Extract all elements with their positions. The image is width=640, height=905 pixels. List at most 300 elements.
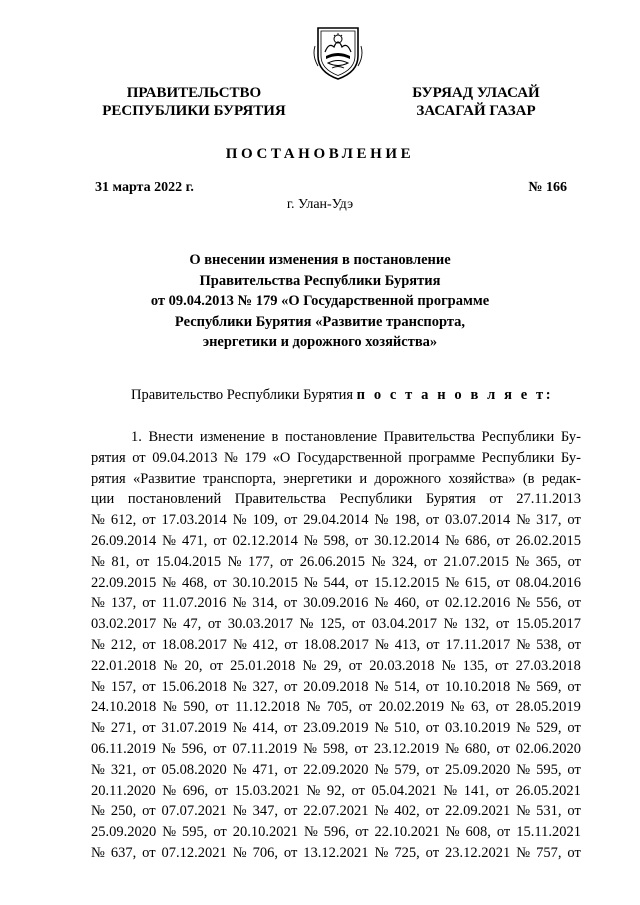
body-word: 365, xyxy=(535,553,562,570)
body-word: 327, xyxy=(252,678,278,695)
body-word: 24.10.2018 xyxy=(91,699,157,716)
body-word: от xyxy=(425,761,440,778)
body-line xyxy=(91,781,581,802)
body-word: № xyxy=(302,657,317,674)
body-word: № xyxy=(374,720,389,737)
body-word: от xyxy=(132,449,146,466)
body-word: 579, xyxy=(394,761,420,778)
body-word: программе xyxy=(408,449,476,466)
body-word: Бу- xyxy=(560,429,581,445)
body-word: от xyxy=(567,636,581,653)
body-word: 26.02.2015 xyxy=(515,532,581,549)
body-word: 615, xyxy=(465,574,491,591)
body-word: от xyxy=(425,595,439,612)
body-word: № xyxy=(303,824,318,841)
body-word: № xyxy=(162,616,177,633)
body-word: 26.09.2014 xyxy=(91,532,157,549)
body-word: 725, xyxy=(394,844,420,861)
body-word: Республики xyxy=(339,491,413,508)
body-word: № xyxy=(516,678,531,695)
body-word: № xyxy=(162,699,177,716)
body-word: 26.05.2021 xyxy=(515,782,581,799)
body-word: № xyxy=(223,449,238,466)
body-word: 18.08.2017 xyxy=(303,636,369,653)
body-line xyxy=(91,469,581,490)
body-word: 03.10.2019 xyxy=(445,720,511,737)
body-word: 20.10.2021 xyxy=(232,824,298,841)
body-word: № xyxy=(162,532,177,549)
body-word: от xyxy=(142,844,156,861)
body-word: 637, xyxy=(110,844,137,861)
body-word: 07.12.2021 xyxy=(161,844,227,861)
body-word: от xyxy=(213,574,227,591)
body-word: от xyxy=(355,824,369,841)
body-line xyxy=(91,718,581,739)
body-word: № xyxy=(515,553,530,570)
body-line xyxy=(91,510,581,531)
document-subject xyxy=(110,250,530,353)
body-word: 595, xyxy=(536,761,562,778)
body-word: 18.08.2017 xyxy=(161,636,227,653)
body-word: 598, xyxy=(323,740,349,757)
body-word: энергетики xyxy=(283,470,353,487)
body-word: № xyxy=(374,678,389,695)
body-word: 531, xyxy=(536,803,562,820)
body-word: 22.09.2021 xyxy=(445,803,511,820)
body-word: от xyxy=(425,512,440,529)
body-word: от xyxy=(284,636,298,653)
body-word: 30.09.2016 xyxy=(303,595,369,612)
body-word: 1. xyxy=(131,429,142,445)
body-word: 63, xyxy=(470,699,490,716)
body-word: Бу- xyxy=(560,449,581,466)
body-word: 15.05.2017 xyxy=(515,616,581,633)
body-word: (в xyxy=(522,470,535,487)
body-word: 109, xyxy=(252,512,278,529)
body-line xyxy=(91,448,581,469)
body-word: № xyxy=(91,678,105,695)
body-word: 17.03.2014 xyxy=(161,512,227,529)
body-word: 460, xyxy=(394,595,420,612)
body-word: от xyxy=(283,720,298,737)
body-word: Республики xyxy=(481,449,555,466)
document-number: № 166 xyxy=(528,180,567,195)
body-word: изменение xyxy=(199,429,265,445)
body-word: 23.12.2019 xyxy=(373,740,440,757)
body-word: 13.12.2021 xyxy=(303,844,369,861)
body-word: № xyxy=(441,657,456,674)
body-word: № xyxy=(91,595,105,612)
body-word: хозяйства» xyxy=(448,470,516,487)
body-word: от xyxy=(496,532,510,549)
body-word: № xyxy=(91,636,105,653)
body-word: 06.11.2019 xyxy=(91,740,156,757)
body-word: от xyxy=(283,844,298,861)
body-word: 17.11.2017 xyxy=(445,636,511,653)
body-word: № xyxy=(374,844,389,861)
body-line xyxy=(91,739,581,760)
body-word: № xyxy=(443,616,458,633)
body-word: 11.12.2018 xyxy=(235,699,300,716)
body-word: ции xyxy=(91,491,115,508)
body-word: от xyxy=(425,803,440,820)
body-word: 471, xyxy=(181,532,208,549)
body-word: № xyxy=(91,512,105,529)
header-left-line: ПРАВИТЕЛЬСТВО xyxy=(126,85,262,101)
body-word: № xyxy=(374,803,389,820)
body-line xyxy=(91,552,581,573)
body-line xyxy=(91,822,581,843)
body-word: 30.12.2014 xyxy=(374,532,440,549)
body-word: от xyxy=(142,720,156,737)
body-line xyxy=(91,531,581,552)
body-word: 02.12.2016 xyxy=(445,595,511,612)
body-word: 471, xyxy=(252,761,278,778)
body-word: от xyxy=(423,553,438,570)
body-line xyxy=(91,677,581,698)
body-word: № xyxy=(163,657,178,674)
body-word: от xyxy=(426,636,440,653)
body-word: от xyxy=(283,678,298,695)
body-word: № xyxy=(374,595,389,612)
body-word: от xyxy=(354,574,369,591)
body-word: от xyxy=(213,532,227,549)
body-word: от xyxy=(283,512,298,529)
body-word: № xyxy=(516,720,531,737)
header-right xyxy=(392,84,560,120)
body-word: 271, xyxy=(110,720,137,737)
body-line xyxy=(91,427,581,448)
body-word: от xyxy=(495,699,510,716)
body-word: 314, xyxy=(252,595,278,612)
body-word: Правительства xyxy=(383,429,475,445)
header-left-line: РЕСПУБЛИКИ БУРЯТИЯ xyxy=(102,103,286,119)
body-word: 08.04.2016 xyxy=(515,574,581,591)
body-word: 03.07.2014 xyxy=(445,512,511,529)
body-word: «О xyxy=(272,449,291,466)
body-word: от xyxy=(283,595,298,612)
body-word: 20.03.2018 xyxy=(369,657,435,674)
body-word: 22.09.2020 xyxy=(303,761,369,778)
body-word: 05.08.2020 xyxy=(161,761,227,778)
body-word: от xyxy=(496,824,511,841)
body-word: от xyxy=(283,761,298,778)
body-word: 402, xyxy=(394,803,420,820)
body-word: № xyxy=(232,761,247,778)
body-word: 15.04.2015 xyxy=(155,553,222,570)
body-word: 02.12.2014 xyxy=(232,532,298,549)
body-word: № xyxy=(516,512,531,529)
body-word: 03.04.2017 xyxy=(371,616,437,633)
body-word: 21.07.2015 xyxy=(443,553,509,570)
body-word: 20.09.2018 xyxy=(303,678,369,695)
body-word: от xyxy=(495,657,509,674)
body-word: 26.06.2015 xyxy=(299,553,365,570)
body-word: от xyxy=(425,720,440,737)
body-word: № xyxy=(299,616,314,633)
body-word: от xyxy=(567,678,581,695)
body-word: от xyxy=(496,574,510,591)
subject-line: Правительства Республики Бурятия xyxy=(199,272,441,289)
body-word: 596, xyxy=(181,740,207,757)
body-word: 22.01.2018 xyxy=(91,657,157,674)
body-word: 27.11.2013 xyxy=(516,491,581,508)
body-word: 09.04.2013 xyxy=(152,449,218,466)
body-word: 92, xyxy=(326,782,345,799)
body-word: № xyxy=(516,761,531,778)
body-word: 612, xyxy=(110,512,137,529)
body-word: № xyxy=(162,782,177,799)
document-date: 31 марта 2022 г. xyxy=(95,180,194,195)
body-word: № xyxy=(306,782,321,799)
body-word: № xyxy=(91,803,105,820)
body-word: от xyxy=(351,616,366,633)
body-word: от xyxy=(283,803,298,820)
body-word: от xyxy=(567,720,581,737)
body-word: от xyxy=(279,553,294,570)
body-word: 03.02.2017 xyxy=(91,616,157,633)
body-word: транспорта, xyxy=(202,470,276,487)
body-word: редак- xyxy=(541,470,581,487)
body-word: 686, xyxy=(465,532,491,549)
body-word: № xyxy=(516,803,531,820)
body-word: 544, xyxy=(323,574,349,591)
body-word: № xyxy=(371,553,386,570)
body-word: Правительства xyxy=(234,491,326,508)
body-word: 696, xyxy=(182,782,209,799)
body-word: в xyxy=(271,429,279,445)
body-word: 757, xyxy=(536,844,562,861)
body-word: 20.02.2019 xyxy=(378,699,444,716)
body-word: Государственной xyxy=(296,449,402,466)
body-word: 47, xyxy=(183,616,202,633)
body-word: 22.09.2015 xyxy=(91,574,157,591)
body-word: 02.06.2020 xyxy=(515,740,581,757)
body-word: 25.09.2020 xyxy=(445,761,511,778)
subject-line: О внесении изменения в постановление xyxy=(189,252,451,268)
body-word: дорожного xyxy=(374,470,442,487)
body-word: 706, xyxy=(252,844,278,861)
body-word: «Развитие xyxy=(132,470,196,487)
subject-line: от 09.04.2013 № 179 «О Государственной программе xyxy=(150,293,490,309)
body-line xyxy=(91,697,581,718)
body-word: 321, xyxy=(110,761,137,778)
body-word: 317, xyxy=(536,512,562,529)
body-word: № xyxy=(445,532,460,549)
body-word: от xyxy=(135,553,150,570)
body-word: 510, xyxy=(394,720,420,737)
body-word: 125, xyxy=(319,616,346,633)
body-word: 22.10.2021 xyxy=(374,824,440,841)
body-word: 468, xyxy=(181,574,208,591)
body-word: от xyxy=(142,803,156,820)
body-word: № xyxy=(91,720,105,737)
body-word: № xyxy=(374,512,389,529)
body-word: от xyxy=(142,761,156,778)
body-line xyxy=(91,489,581,510)
body-word: 25.09.2020 xyxy=(91,824,157,841)
body-word: № xyxy=(232,844,247,861)
decree-verb: п о с т а н о в л я е т: xyxy=(356,387,554,403)
body-word: рятия xyxy=(91,449,126,466)
body-word: № xyxy=(232,803,247,820)
body-word: 141, xyxy=(463,782,490,799)
body-word: от xyxy=(212,740,227,757)
body-word: 135, xyxy=(462,657,488,674)
body-word: 198, xyxy=(394,512,420,529)
body-word: Республики xyxy=(481,429,555,445)
body-word: от xyxy=(142,678,156,695)
body-word: 27.03.2018 xyxy=(515,657,581,674)
body-word: 157, xyxy=(110,678,137,695)
body-word: 680, xyxy=(464,740,491,757)
body-word: № xyxy=(516,636,531,653)
coat-of-arms-icon xyxy=(312,22,364,82)
body-word: № xyxy=(161,740,176,757)
body-word: от xyxy=(496,740,510,757)
body-word: от xyxy=(214,782,229,799)
body-word: 07.11.2019 xyxy=(232,740,298,757)
body-word: 137, xyxy=(110,595,137,612)
body-word: 324, xyxy=(391,553,418,570)
body-word: 598, xyxy=(323,532,349,549)
body-word: от xyxy=(354,532,369,549)
body-word: от xyxy=(489,491,503,508)
body-word: № xyxy=(227,553,242,570)
body-word: 30.10.2015 xyxy=(232,574,298,591)
body-word: № xyxy=(374,636,389,653)
body-word: 15.06.2018 xyxy=(161,678,227,695)
subject-line: энергетики и дорожного хозяйства» xyxy=(202,334,438,350)
body-word: от xyxy=(207,616,222,633)
body-word: от xyxy=(142,512,156,529)
body-word: 596, xyxy=(323,824,350,841)
body-word: 23.09.2019 xyxy=(303,720,369,737)
body-word: 31.07.2019 xyxy=(161,720,227,737)
body-word: № xyxy=(303,740,317,757)
body-word: от xyxy=(348,657,363,674)
body-word: 412, xyxy=(252,636,279,653)
body-word: 29, xyxy=(323,657,342,674)
body-word: № xyxy=(232,636,247,653)
body-word: 705, xyxy=(326,699,353,716)
body-line xyxy=(91,614,581,635)
document-city: г. Улан-Удэ xyxy=(286,197,354,212)
body-word: 07.07.2021 xyxy=(161,803,227,820)
body-word: от xyxy=(213,824,227,841)
body-word: № xyxy=(91,844,105,861)
body-word: от xyxy=(567,844,581,861)
body-word: 23.12.2021 xyxy=(445,844,511,861)
body-line xyxy=(91,760,581,781)
body-word: 347, xyxy=(252,803,278,820)
body-word: от xyxy=(495,616,510,633)
body-word: 15.11.2021 xyxy=(516,824,581,841)
body-word: № xyxy=(162,574,177,591)
body-line xyxy=(91,801,581,822)
body-word: постановлений xyxy=(127,491,222,508)
body-word: от xyxy=(209,657,223,674)
body-word: 05.04.2021 xyxy=(371,782,437,799)
body-word: 29.04.2014 xyxy=(303,512,369,529)
body-word: № xyxy=(516,595,531,612)
body-word: 25.01.2018 xyxy=(230,657,296,674)
body-word: № xyxy=(516,844,531,861)
body-word: 529, xyxy=(536,720,562,737)
body-word: 15.03.2021 xyxy=(234,782,300,799)
body-word: 595, xyxy=(182,824,208,841)
body-word: 81, xyxy=(111,553,130,570)
body-word: от xyxy=(567,761,581,778)
body-word: 514, xyxy=(394,678,420,695)
body-word: 28.05.2019 xyxy=(515,699,581,716)
body-text xyxy=(91,427,581,864)
body-word: 250, xyxy=(110,803,137,820)
body-word: Бурятия xyxy=(425,491,476,508)
body-word: от xyxy=(567,595,581,612)
body-line xyxy=(91,635,581,656)
body-word: № xyxy=(443,782,458,799)
body-word: от xyxy=(425,678,440,695)
body-word: от xyxy=(567,512,581,529)
body-word: № xyxy=(232,595,247,612)
body-word: 10.10.2018 xyxy=(445,678,511,695)
body-word: 179 xyxy=(244,449,267,466)
body-word: № xyxy=(162,824,177,841)
body-word: 556, xyxy=(536,595,562,612)
body-word: от xyxy=(351,782,365,799)
header-right-line: ЗАСАГАЙ ГАЗАР xyxy=(416,103,536,119)
body-word: от xyxy=(567,803,581,820)
body-line xyxy=(91,843,581,864)
body-word: № xyxy=(445,824,460,841)
header-right-line: БУРЯАД УЛАСАЙ xyxy=(412,85,540,101)
body-word: от xyxy=(358,699,373,716)
body-word: № xyxy=(445,574,460,591)
decree-lead: Правительство Республики Бурятия xyxy=(131,387,354,403)
body-word: 132, xyxy=(463,616,490,633)
body-word: № xyxy=(306,699,321,716)
header-left xyxy=(82,84,306,120)
subject-line: Республики Бурятия «Развитие транспорта, xyxy=(174,313,466,330)
body-word: 414, xyxy=(252,720,278,737)
body-word: 413, xyxy=(394,636,421,653)
body-word: № xyxy=(450,699,465,716)
body-word: от xyxy=(567,553,581,570)
body-word: рятия xyxy=(91,470,126,487)
body-word: от xyxy=(354,740,368,757)
body-word: Внести xyxy=(148,429,194,445)
body-line xyxy=(91,656,581,677)
body-word: № xyxy=(303,532,318,549)
body-word: 15.12.2015 xyxy=(374,574,440,591)
body-word: 538, xyxy=(536,636,562,653)
body-word: от xyxy=(142,595,156,612)
body-word: № xyxy=(232,678,247,695)
body-word: постановление xyxy=(284,429,378,445)
body-word: 20.11.2020 xyxy=(91,782,156,799)
document-title: ПОСТАНОВЛЕНИЕ xyxy=(225,146,415,162)
body-word: 212, xyxy=(110,636,137,653)
body-word: от xyxy=(215,699,229,716)
body-word: 22.07.2021 xyxy=(303,803,369,820)
body-word: 569, xyxy=(536,678,562,695)
body-word: № xyxy=(232,720,247,737)
body-word: № xyxy=(232,512,247,529)
body-word: от xyxy=(495,782,510,799)
body-line xyxy=(91,573,581,594)
body-word: 608, xyxy=(465,824,491,841)
